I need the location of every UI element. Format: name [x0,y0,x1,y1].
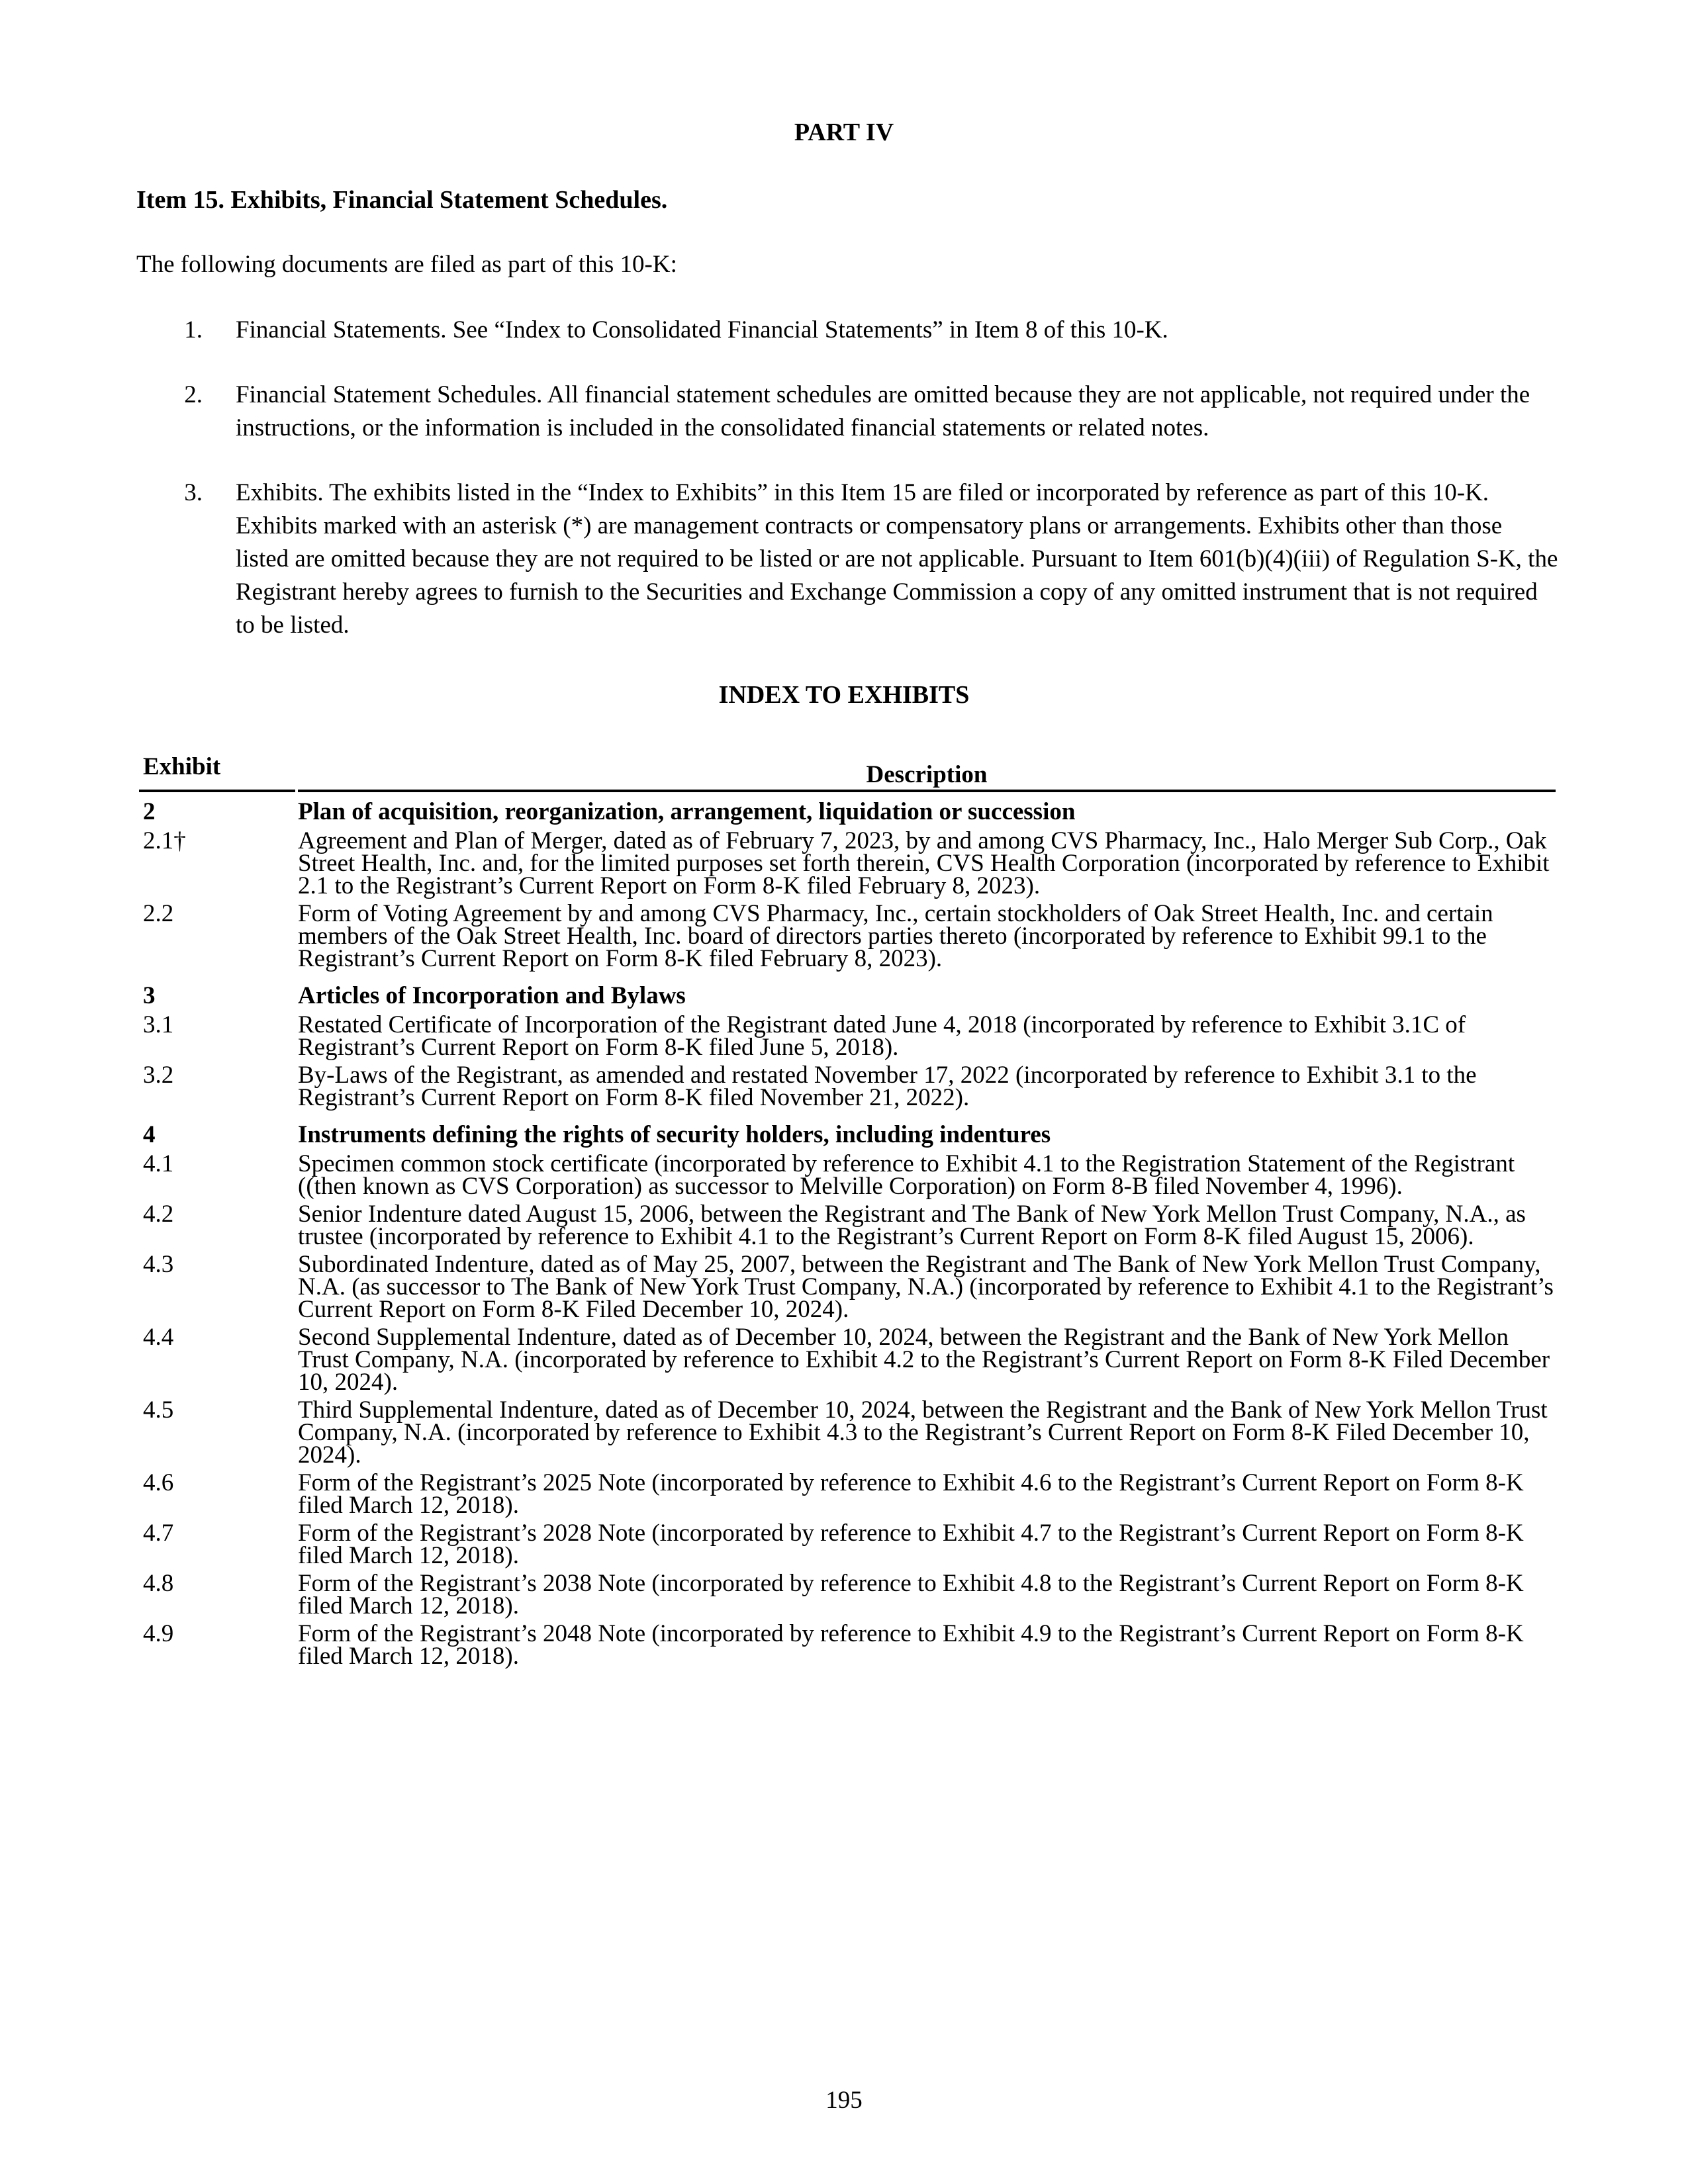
exhibit-row [139,1572,1556,1617]
exhibit-number: 4.1 [143,1150,174,1177]
item-heading: Item 15. Exhibits, Financial Statement Schedules. [136,186,668,214]
exhibit-number: 4.9 [143,1620,174,1647]
column-header-description: Description [298,751,1556,792]
exhibit-number: 2.2 [143,900,174,927]
exhibit-row [139,1203,1556,1248]
exhibit-number: 4.3 [143,1251,174,1278]
exhibit-number: 3 [143,982,156,1009]
exhibit-description: Instruments defining the rights of security holders, including indentures [298,1121,1051,1148]
exhibit-section-row [139,982,1556,1009]
list-item-number: 3. [184,479,203,506]
exhibit-table [139,798,1556,1673]
exhibit-row [139,1150,1556,1200]
column-header-exhibit: Exhibit [139,751,295,792]
list-item-number: 2. [184,381,203,408]
exhibit-description: Form of the Registrant’s 2025 Note (incorporated by reference to Exhibit 4.6 to the Registrant’s Current Report on Form 8-K filed March 12, 2018). [298,1469,1524,1519]
document-list [136,314,1560,642]
exhibit-description: Subordinated Indenture, dated as of May 25, 2007, between the Registrant and The Bank of New York Mellon Trust Company, N.A. (as successor to The Bank of New York Trust Company, N.A.) (incorporated by reference to Exhibit 4.1 to the Registrant’s Current Report on Form 8-K Filed December 10, 2024). [298,1251,1554,1323]
exhibit-number: 2.1† [143,827,186,854]
exhibit-description: Form of the Registrant’s 2028 Note (incorporated by reference to Exhibit 4.7 to the Registrant’s Current Report on Form 8-K filed March 12, 2018). [298,1520,1524,1569]
exhibit-description: Third Supplemental Indenture, dated as of December 10, 2024, between the Registrant and the Bank of New York Mellon Trust Company, N.A. (incorporated by reference to Exhibit 4.3 to the Registrant’s Current Report on Form 8-K Filed December 10, 2024). [298,1396,1548,1469]
exhibit-number: 2 [143,798,156,825]
exhibit-description: By-Laws of the Registrant, as amended and restated November 17, 2022 (incorporated by reference to Exhibit 3.1 to the Registrant’s Current Report on Form 8-K filed November 21, 2022). [298,1062,1477,1111]
exhibit-description: Plan of acquisition, reorganization, arrangement, liquidation or succession [298,798,1076,825]
exhibit-number: 4.5 [143,1396,174,1424]
intro-text: The following documents are filed as part of this 10-K: [136,251,677,278]
exhibit-row [139,1064,1556,1109]
exhibit-row [139,827,1556,899]
exhibit-description: Specimen common stock certificate (incorporated by reference to Exhibit 4.1 to the Registration Statement of the Registrant ((then known as CVS Corporation) as successor to Melville Corporation) on Form 8-B filed November 4, 1996). [298,1150,1515,1200]
page-number: 195 [825,2087,863,2114]
list-item-text: Financial Statements. See “Index to Consolidated Financial Statements” in Item 8 of this 10-K. [236,316,1168,343]
list-item [136,314,1560,347]
exhibit-section-row [139,798,1556,825]
exhibit-description: Second Supplemental Indenture, dated as of December 10, 2024, between the Registrant and the Bank of New York Mellon Trust Company, N.A. (incorporated by reference to Exhibit 4.2 to the Registrant’s Current Report on Form 8-K Filed December 10, 2024). [298,1324,1550,1396]
list-item-text: Exhibits. The exhibits listed in the “Index to Exhibits” in this Item 15 are filed or incorporated by reference as part of this 10-K. Exhibits marked with an asterisk (*) are management contracts or compensatory plans or arrangements. Exhibits other than those listed are omitted because they are not required to be listed or are not applicable. Pursuant to Item 601(b)(4)(iii) of Regulation S-K, the Registrant hereby agrees to furnish to the Securities and Exchange Commission a copy of any omitted instrument that is not required to be listed. [236,479,1558,639]
exhibit-description: Senior Indenture dated August 15, 2006, between the Registrant and The Bank of New York Mellon Trust Company, N.A., as trustee (incorporated by reference to Exhibit 4.1 to the Registrant’s Current Report on Form 8-K filed August 15, 2006). [298,1201,1526,1250]
exhibit-number: 4.6 [143,1469,174,1496]
list-item-text: Financial Statement Schedules. All financial statement schedules are omitted because they are not applicable, not required under the instructions, or the information is included in the consolidated financial statements or related notes. [236,381,1530,441]
exhibit-number: 4.7 [143,1520,174,1547]
exhibit-row [139,1469,1556,1519]
list-item [136,379,1560,445]
exhibit-row [139,1011,1556,1061]
exhibit-number: 4.2 [143,1201,174,1228]
exhibit-number: 3.2 [143,1062,174,1089]
exhibit-description: Articles of Incorporation and Bylaws [298,982,686,1009]
exhibit-table-header [139,751,1556,797]
exhibit-row [139,1522,1556,1567]
list-item-number: 1. [184,316,203,343]
exhibit-number: 4.8 [143,1570,174,1597]
exhibit-description: Form of the Registrant’s 2048 Note (incorporated by reference to Exhibit 4.9 to the Registrant’s Current Report on Form 8-K filed March 12, 2018). [298,1620,1524,1670]
exhibit-number: 4 [143,1121,156,1148]
exhibit-description: Agreement and Plan of Merger, dated as of February 7, 2023, by and among CVS Pharmacy, Inc., Halo Merger Sub Corp., Oak Street Health, Inc. and, for the limited purposes set forth therein, CVS Health Corporation (incorporated by reference to Exhibit 2.1 to the Registrant’s Current Report on Form 8-K filed February 8, 2023). [298,827,1550,899]
exhibit-row [139,1253,1556,1321]
index-title: INDEX TO EXHIBITS [718,681,970,709]
exhibit-row [139,1326,1556,1394]
exhibit-row [139,1396,1556,1469]
exhibit-row [139,900,1556,972]
exhibit-description: Form of Voting Agreement by and among CVS Pharmacy, Inc., certain stockholders of Oak Street Health, Inc. and certain members of the Oak Street Health, Inc. board of directors parties thereto (incorporated by reference to Exhibit 99.1 to the Registrant’s Current Report on Form 8-K filed February 8, 2023). [298,900,1493,972]
exhibit-row [139,1620,1556,1670]
list-item [136,477,1560,642]
part-title: PART IV [794,118,894,146]
exhibit-number: 3.1 [143,1011,174,1038]
exhibit-number: 4.4 [143,1324,174,1351]
exhibit-description: Form of the Registrant’s 2038 Note (incorporated by reference to Exhibit 4.8 to the Registrant’s Current Report on Form 8-K filed March 12, 2018). [298,1570,1524,1619]
exhibit-description: Restated Certificate of Incorporation of the Registrant dated June 4, 2018 (incorporated by reference to Exhibit 3.1C of Registrant’s Current Report on Form 8-K filed June 5, 2018). [298,1011,1466,1061]
exhibit-section-row [139,1121,1556,1148]
